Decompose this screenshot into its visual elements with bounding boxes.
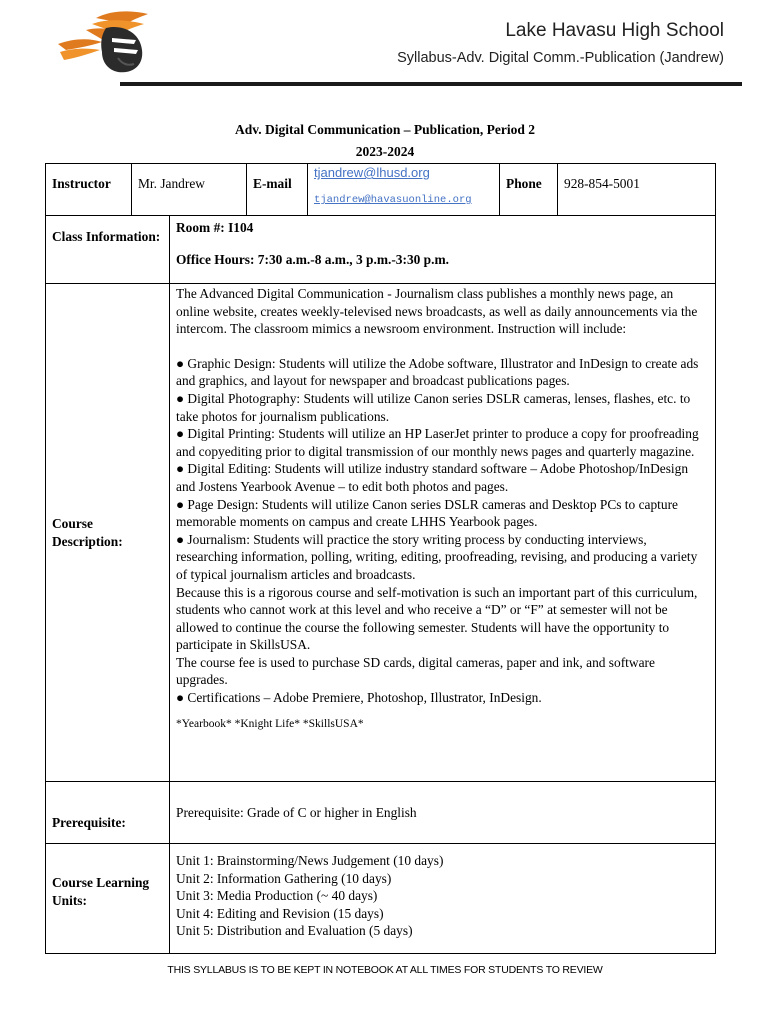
email-link-lhusd[interactable]: tjandrew@lhusd.org (314, 165, 430, 180)
description-intro: The Advanced Digital Communication - Journalism class publishes a monthly news page, an online website, creates weekly-televised news broadcasts, as well as daily announcements via the intercom. The classroom mimics a newsroom environment. Instruction will include: (176, 286, 698, 337)
prerequisite-label: Prerequisite: (46, 782, 170, 844)
unit-item: Unit 1: Brainstorming/News Judgement (10 days) (176, 853, 444, 868)
units-cell (170, 844, 716, 954)
certifications: ● Certifications – Adobe Premiere, Photoshop, Illustrator, InDesign. (176, 690, 542, 706)
bullet-digital-printing: ● Digital Printing: Students will utilize an HP LaserJet printer to produce a copy for proofreading and copyediting prior to digital transmission of our monthly news pages and quarterly magazine. (176, 426, 699, 459)
class-info-label: Class Information: (46, 216, 170, 284)
email-link-havasuonline[interactable]: tjandrew@havasuonline.org (314, 194, 472, 206)
bullet-journalism: ● Journalism: Students will practice the story writing process by conducting interviews, researching information, polling, writing, editing, proofreading, revising, and producing a variety of typical journalism articles and broadcasts. (176, 531, 698, 582)
office-hours: Office Hours: 7:30 a.m.-8 a.m., 3 p.m.-3:30 p.m. (176, 251, 449, 267)
syllabus-table (45, 163, 716, 954)
unit-item: Unit 4: Editing and Revision (15 days) (176, 905, 384, 921)
rigor-statement: Because this is a rigorous course and self-motivation is such an important part of this curriculum, students who cannot work at this level and who receive a “D” or “F” at semester will not be allowed to continue the course the following semester. Students will have the opportunity to participate in SkillsUSA. (176, 584, 698, 653)
syllabus-subtitle: Syllabus-Adv. Digital Comm.-Publication (Jandrew) (397, 50, 724, 66)
school-year: 2023-2024 (355, 144, 415, 159)
units-row (46, 844, 716, 954)
course-fee: The course fee is used to purchase SD cards, digital cameras, paper and ink, and software upgrades. (176, 654, 655, 688)
phone-value: 928-854-5001 (558, 164, 716, 216)
instructor-name: Mr. Jandrew (132, 164, 247, 216)
bullet-graphic-design: ● Graphic Design: Students will utilize the Adobe software, Illustrator and InDesign to create ads and graphics, and layout for newspaper and broadcast publications pages. (176, 355, 699, 389)
course-title: Adv. Digital Communication – Publication, Period 2 (234, 122, 535, 137)
course-description-label: Course Description: (46, 284, 170, 782)
course-description-cell (170, 284, 716, 782)
bullet-page-design: ● Page Design: Students will utilize Canon series DSLR cameras and Desktop PCs to capture memorable moments on campus and create LHHS Yearbook pages. (176, 496, 678, 530)
email-cell (308, 164, 500, 216)
email-label: E-mail (247, 164, 308, 216)
room-number: Room #: I104 (176, 220, 254, 235)
school-name: Lake Havasu High School (505, 20, 724, 41)
footer-note: THIS SYLLABUS IS TO BE KEPT IN NOTEBOOK AT ALL TIMES FOR STUDENTS TO REVIEW (167, 964, 603, 976)
instructor-row (46, 164, 716, 216)
unit-item: Unit 2: Information Gathering (10 days) (176, 870, 392, 886)
unit-item: Unit 3: Media Production (~ 40 days) (176, 888, 378, 904)
course-description-row (46, 284, 716, 782)
bullet-digital-editing: ● Digital Editing: Students will utilize industry standard software – Adobe Photoshop/InDesign and Jostens Yearbook Avenue – to edit both photos and pages. (176, 461, 689, 494)
program-tags: *Yearbook* *Knight Life* *SkillsUSA* (176, 717, 364, 730)
instructor-label: Instructor (46, 164, 132, 216)
bullet-digital-photography: ● Digital Photography: Students will utilize Canon series DSLR cameras, lenses, flashes, etc. to take photos for journalism publications. (176, 390, 691, 424)
units-label: Course Learning Units: (46, 844, 170, 954)
prerequisite-text: Prerequisite: Grade of C or higher in English (170, 782, 716, 844)
phone-label: Phone (500, 164, 558, 216)
header-rule (120, 82, 742, 86)
unit-item: Unit 5: Distribution and Evaluation (5 days) (176, 923, 413, 939)
class-info-row (46, 216, 716, 284)
class-info-cell (170, 216, 716, 284)
knight-helmet-icon (56, 8, 166, 78)
prerequisite-row (46, 782, 716, 844)
